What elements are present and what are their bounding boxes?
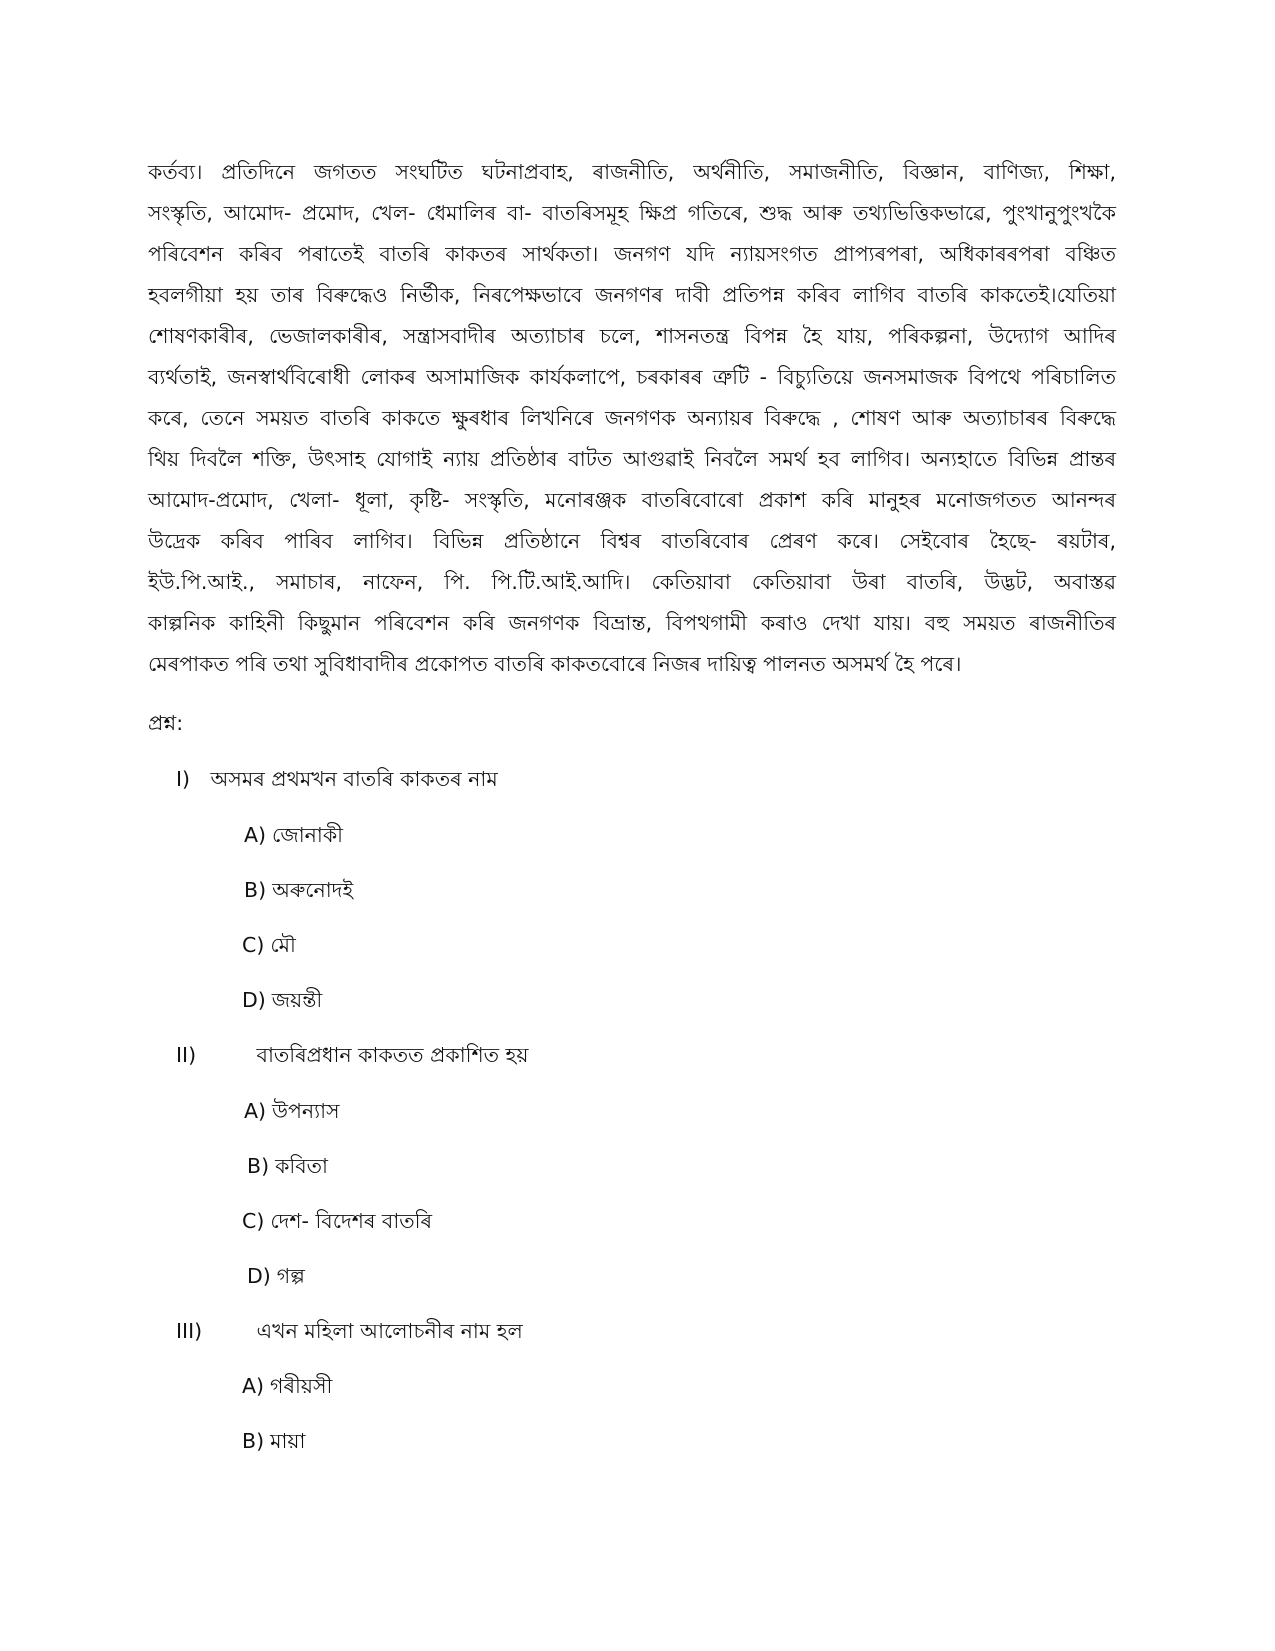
- question-2: [176, 1040, 528, 1070]
- option-letter: B): [247, 1154, 270, 1178]
- option-text: গল্প: [276, 1264, 305, 1288]
- question-3-option-b: [242, 1426, 305, 1456]
- option-letter: D): [242, 988, 266, 1012]
- option-text: দেশ- বিদেশৰ বাতৰি: [270, 1209, 433, 1233]
- question-1-option-a: [244, 820, 343, 850]
- questions-heading: প্ৰশ্ন:: [148, 711, 184, 735]
- passage-line: ব্যৰ্থতাই, জনস্বাৰ্থবিৰোধী লোকৰ অসামাজিক কাৰ্যকলাপে, চৰকাৰৰ ত্ৰুটি - বিচ্যুতিয়ে জনসমাজক বিপথে পৰিচালিত: [148, 365, 1116, 389]
- question-text: বাতৰিপ্ৰধান কাকতত প্ৰকাশিত হয়: [256, 1043, 529, 1067]
- option-letter: C): [242, 933, 265, 957]
- option-letter: B): [244, 878, 267, 902]
- question-3-option-a: [242, 1371, 332, 1401]
- option-text: মায়া: [270, 1429, 306, 1453]
- passage: [148, 152, 1116, 685]
- question-1-option-b: [244, 875, 353, 905]
- option-letter: A): [244, 823, 267, 847]
- passage-line: সংস্কৃতি, আমোদ- প্ৰমোদ, খেল- ধেমালিৰ বা- বাতৰিসমূহ ক্ষিপ্ৰ গতিৰে, শুদ্ধ আৰু তথ্যভিত্তিকভাৱে, পুংখানুপুংখকৈ: [148, 201, 1116, 225]
- passage-line: উদ্ৰেক কৰিব পাৰিব লাগিব। বিভিন্ন প্ৰতিষ্ঠানে বিশ্বৰ বাতৰিবোৰ প্ৰেৰণ কৰে। সেইবোৰ হৈছে- ৰয়টাৰ,: [148, 529, 1116, 553]
- passage-line: পৰিবেশন কৰিব পৰাতেই বাতৰি কাকতৰ সাৰ্থকতা। জনগণ যদি ন্যায়সংগত প্ৰাপ্যৰপৰা, অধিকাৰৰপৰা বঞ্চিত: [148, 242, 1116, 266]
- passage-line: হবলগীয়া হয় তাৰ বিৰুদ্ধেও নিৰ্ভীক, নিৰপেক্ষভাবে জনগণৰ দাবী প্ৰতিপন্ন কৰিব লাগিব বাতৰি কাকতেই।যেতিয়া: [148, 283, 1116, 307]
- question-2-option-a: [244, 1096, 340, 1126]
- passage-line: ইউ.পি.আই., সমাচাৰ, নাফেন, পি. পি.টি.আই.আদি। কেতিয়াবা কেতিয়াবা উৰা বাতৰি, উদ্ভট, অবাস্তৱ: [148, 570, 1116, 594]
- option-letter: C): [242, 1209, 265, 1233]
- passage-line: শোষণকাৰীৰ, ভেজালকাৰীৰ, সন্ত্ৰাসবাদীৰ অত্যাচাৰ চলে, শাসনতন্ত্ৰ বিপন্ন হৈ যায়, পৰিকল্পনা, উদ্যোগ আদিৰ: [148, 324, 1116, 348]
- option-text: জোনাকী: [272, 823, 344, 847]
- option-letter: A): [242, 1374, 265, 1398]
- passage-line: মেৰপাকত পৰি তথা সুবিধাবাদীৰ প্ৰকোপত বাতৰি কাকতবোৰে নিজৰ দায়িত্ব পালনত অসমৰ্থ হৈ পৰে।: [148, 652, 962, 676]
- option-letter: D): [247, 1264, 271, 1288]
- option-text: গৰীয়সী: [270, 1374, 333, 1398]
- passage-line: কাল্পনিক কাহিনী কিছুমান পৰিবেশন কৰি জনগণক বিভ্ৰান্ত, বিপথগামী কৰাও দেখা যায়। বহু সময়ত ৰাজনীতিৰ: [148, 611, 1116, 635]
- question-3: [176, 1316, 523, 1346]
- passage-line: আমোদ-প্ৰমোদ, খেলা- ধূলা, কৃষ্টি- সংস্কৃতি, মনোৰঞ্জক বাতৰিবোৰো প্ৰকাশ কৰি মানুহৰ মনোজগতত আনন্দৰ: [148, 488, 1116, 512]
- question-1-option-d: [242, 985, 322, 1015]
- option-text: উপন্যাস: [272, 1099, 340, 1123]
- question-number: I): [176, 767, 191, 791]
- option-text: জয়ন্তী: [271, 988, 323, 1012]
- passage-line: থিয় দিবলৈ শক্তি, উৎসাহ যোগাই ন্যায় প্ৰতিষ্ঠাৰ বাটত আগুৱাই নিবলৈ সমৰ্থ হব লাগিব। অন্যহাতে বিভিন্ন প্ৰান্তৰ: [148, 447, 1116, 471]
- question-1-option-c: [242, 930, 296, 960]
- question-2-option-d: [247, 1261, 305, 1291]
- passage-line: কৰে, তেনে সময়ত বাতৰি কাকতে ক্ষুৰধাৰ লিখনিৰে জনগণক অন্যায়ৰ বিৰুদ্ধে , শোষণ আৰু অত্যাচাৰৰ বিৰুদ্ধে: [148, 406, 1116, 430]
- question-number: III): [176, 1319, 203, 1343]
- question-number: II): [176, 1043, 197, 1067]
- question-1: [176, 764, 498, 794]
- question-text: অসমৰ প্ৰথমখন বাতৰি কাকতৰ নাম: [210, 767, 498, 791]
- option-letter: A): [244, 1099, 267, 1123]
- question-2-option-b: [247, 1151, 328, 1181]
- option-text: অৰুনোদই: [272, 878, 354, 902]
- option-text: কবিতা: [275, 1154, 329, 1178]
- option-text: মৌ: [270, 933, 296, 957]
- passage-line: কৰ্তব্য। প্ৰতিদিনে জগতত সংঘটিত ঘটনাপ্ৰবাহ, ৰাজনীতি, অৰ্থনীতি, সমাজনীতি, বিজ্ঞান, বাণিজ্য, শিক্ষা,: [148, 160, 1116, 184]
- question-text: এখন মহিলা আলোচনীৰ নাম হল: [256, 1319, 523, 1343]
- question-2-option-c: [242, 1206, 432, 1236]
- option-letter: B): [242, 1429, 265, 1453]
